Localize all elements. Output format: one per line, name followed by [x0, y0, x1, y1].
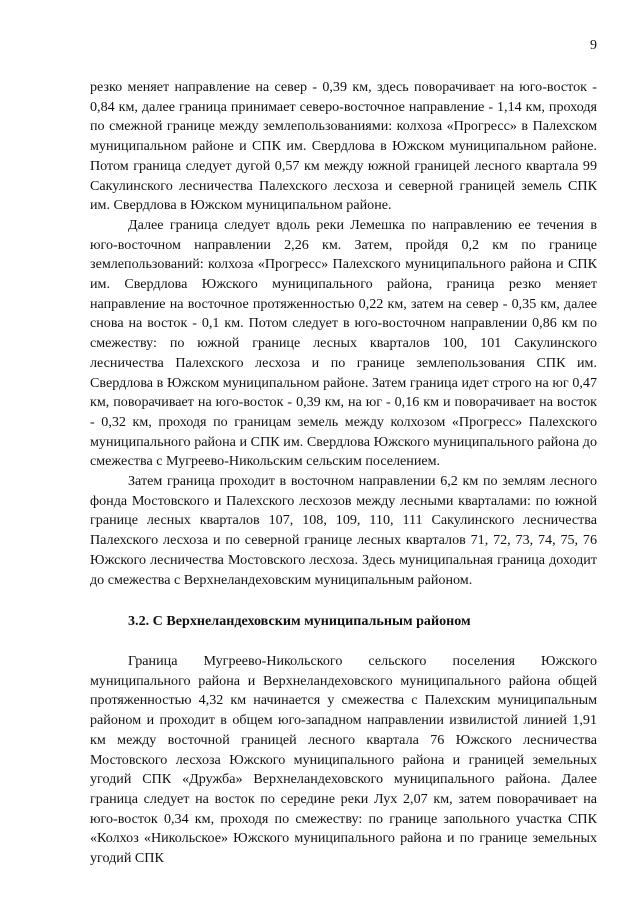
document-body [90, 78, 597, 869]
page-number: 9 [590, 38, 597, 53]
paragraph-lemeshka-river: Далее граница следует вдоль реки Лемешка по направлению ее течения в юго-восточном направлении 2,26 км. Затем, пройдя 0,2 км по границе землепользований: колхоза «Прогресс» Палехского муниципального района и СПК им. Свердлова Южского муниципального района, граница резко меняет направление на восточное протяженностью 0,22 км, затем на север - 0,35 км, далее снова на восток - 0,1 км. Потом следует в юго-восточном направлении 0,86 км по смежеству: по южной границе лесных кварталов 100, 101 Сакулинского лесничества Палехского лесхоза и по границе землепользования СПК им. Свердлова в Южском муниципальном районе. Затем граница идет строго на юг 0,47 км, поворачивает на юго-восток - 0,39 км, на юг - 0,16 км и поворачивает на восток - 0,32 км, проходя по границам земель между колхозом «Прогресс» Палехского муниципального района и СПК им. Свердлова Южского муниципального района до смежества с Мугреево-Никольским сельским поселением. [90, 216, 597, 470]
paragraph-verkhnelandekhovsky-border: Граница Мугреево-Никольского сельского поселения Южского муниципального района и Верхнеландеховского муниципального района общей протяженностью 4,32 км начинается у смежества с Палехским муниципальным районом и проходит в общем юго-западном направлении извилистой линией 1,91 км между восточной границей лесного квартала 76 Южского лесничества Мостовского лесхоза Южского муниципального района и границей земельных угодий СПК «Дружба» Верхнеландеховского муниципального района. Далее граница следует на восток по середине реки Лух 2,07 км, затем поворачивает на юго-восток 0,34 км, проходя по смежеству: по границе запольного участка СПК «Колхоз «Никольское» Южского муниципального района и по границе земельных угодий СПК [90, 652, 597, 867]
paragraph-continuation: резко меняет направление на север - 0,39 км, здесь поворачивает на юго-восток - 0,84 км, далее граница принимает северо-восточное направление - 1,14 км, проходя по смежной границе между землепользованиями: колхоза «Прогресс» в Палехском муниципальном районе и СПК им. Свердлова в Южском муниципальном районе. Потом граница следует дугой 0,57 км между южной границей лесного квартала 99 Сакулинского лесничества Палехского лесхоза и северной границей земель СПК им. Свердлова в Южском муниципальном районе. [90, 79, 597, 214]
paragraph-forest-quarters: Затем граница проходит в восточном направлении 6,2 км по землям лесного фонда Мостовского и Палехского лесхозов между лесными кварталами: по южной границе лесных кварталов 107, 108, 109, 110, 111 Сакулинского лесничества Палехского лесхоза и по северной границе лесных кварталов 71, 72, 73, 74, 75, 76 Южского лесничества Мостовского лесхоза. Здесь муниципальная граница доходит до смежества с Верхнеландеховским муниципальным районом. [90, 473, 597, 588]
section-heading: 3.2. С Верхнеландеховским муниципальным районом [128, 613, 471, 630]
